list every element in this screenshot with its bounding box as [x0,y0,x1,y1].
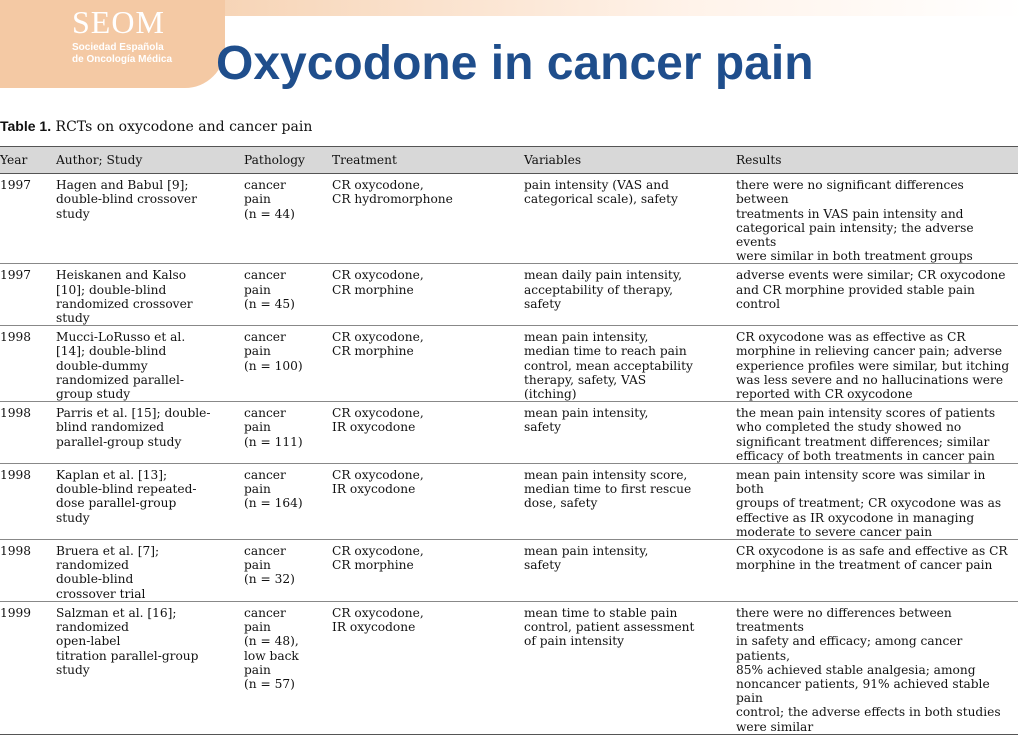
cell-pathology: cancer pain (n = 111) [244,406,303,449]
seom-logo [0,0,225,88]
cell-treatment: CR oxycodone, IR oxycodone [332,605,424,635]
cell-treatment: CR oxycodone, IR oxycodone [332,406,424,435]
table-row [0,601,1018,734]
cell-results: CR oxycodone is as safe and effective as CR morphine in the treatment of cancer pain [736,544,1008,573]
cell-results: CR oxycodone was as effective as CR morphine in relieving cancer pain; adverse experience profiles were similar, but itching was less severe and no hallucinations were reported with CR oxycodone [736,330,1010,402]
cell-variables: mean pain intensity, median time to reach pain control, mean acceptability therapy, safety, VAS (itching) [524,330,693,402]
logo-subtitle: Sociedad Española de Oncología Médica [72,42,173,65]
table-row [0,264,1018,326]
logo-wordmark: SEOM [72,4,165,40]
cell-treatment: CR oxycodone, CR morphine [332,268,424,297]
table-header-row [0,147,1018,174]
cell-treatment: CR oxycodone, CR morphine [332,330,424,359]
cell-pathology: cancer pain (n = 45) [244,268,295,311]
cell-pathology: cancer pain (n = 32) [244,544,295,587]
cell-pathology: cancer pain (n = 44) [244,178,295,221]
header-stripe [200,0,1024,16]
cell-variables: mean time to stable pain control, patient assessment of pain intensity [524,605,695,649]
cell-treatment: CR oxycodone, CR morphine [332,544,424,573]
cell-treatment: CR oxycodone, IR oxycodone [332,468,424,497]
column-header-pathology: Pathology [244,147,332,174]
cell-year: 1998 [0,406,32,421]
cell-author: Salzman et al. [16]; randomized open-label titration parallel-group study [56,605,199,677]
cell-results: there were no differences between treatments in safety and efficacy; among cancer patients, 85% achieved stable analgesia; among noncancer patients, 91% achieved stable pain control; the adverse effects in both studies were similar [736,605,1001,734]
column-header-treatment: Treatment [332,147,524,174]
table-caption [0,118,312,135]
cell-variables: pain intensity (VAS and categorical scale), safety [524,178,678,207]
cell-author: Heiskanen and Kalso [10]; double-blind randomized crossover study [56,268,193,326]
cell-variables: mean pain intensity, safety [524,406,649,435]
rct-table [0,146,1018,735]
table-row [0,326,1018,402]
cell-pathology: cancer pain (n = 100) [244,330,303,373]
slide-title: Oxycodone in cancer pain [216,37,814,90]
table-caption-label: Table 1. [0,118,52,134]
cell-author: Hagen and Babul [9]; double-blind crossover study [56,178,197,221]
table-row [0,464,1018,540]
cell-variables: mean pain intensity, safety [524,544,649,573]
column-header-author: Author; Study [56,147,244,174]
table-row [0,402,1018,464]
cell-variables: mean daily pain intensity, acceptability of therapy, safety [524,268,682,311]
cell-year: 1999 [0,605,32,620]
column-header-year: Year [0,147,56,174]
cell-pathology: cancer pain (n = 48), low back pain (n = 57) [244,605,299,691]
cell-treatment: CR oxycodone, CR hydromorphone [332,178,453,207]
cell-results: the mean pain intensity scores of patients who completed the study showed no significant treatment differences; similar efficacy of both treatments in cancer pain [736,406,996,463]
cell-year: 1998 [0,468,32,483]
cell-author: Parris et al. [15]; double- blind randomized parallel-group study [56,406,211,449]
cell-author: Bruera et al. [7]; randomized double-blind crossover trial [56,544,160,601]
table-row [0,540,1018,602]
column-header-variables: Variables [524,147,736,174]
cell-year: 1998 [0,544,32,559]
cell-year: 1997 [0,178,32,193]
cell-results: mean pain intensity score was similar in both groups of treatment; CR oxycodone was as effective as IR oxycodone in managing moderate to severe cancer pain [736,468,1002,539]
table-caption-text: RCTs on oxycodone and cancer pain [55,119,313,135]
cell-year: 1998 [0,330,32,345]
cell-author: Kaplan et al. [13]; double-blind repeated- dose parallel-group study [56,468,197,525]
table-row [0,174,1018,264]
cell-results: there were no significant differences between treatments in VAS pain intensity and categorical pain intensity; the adverse events were similar in both treatment groups [736,178,974,264]
cell-results: adverse events were similar; CR oxycodone and CR morphine provided stable pain control [736,268,1006,311]
cell-variables: mean pain intensity score, median time to first rescue dose, safety [524,468,692,511]
cell-author: Mucci-LoRusso et al. [14]; double-blind double-dummy randomized parallel- group study [56,330,186,402]
cell-pathology: cancer pain (n = 164) [244,468,303,511]
cell-year: 1997 [0,268,32,283]
column-header-results: Results [736,147,1018,174]
